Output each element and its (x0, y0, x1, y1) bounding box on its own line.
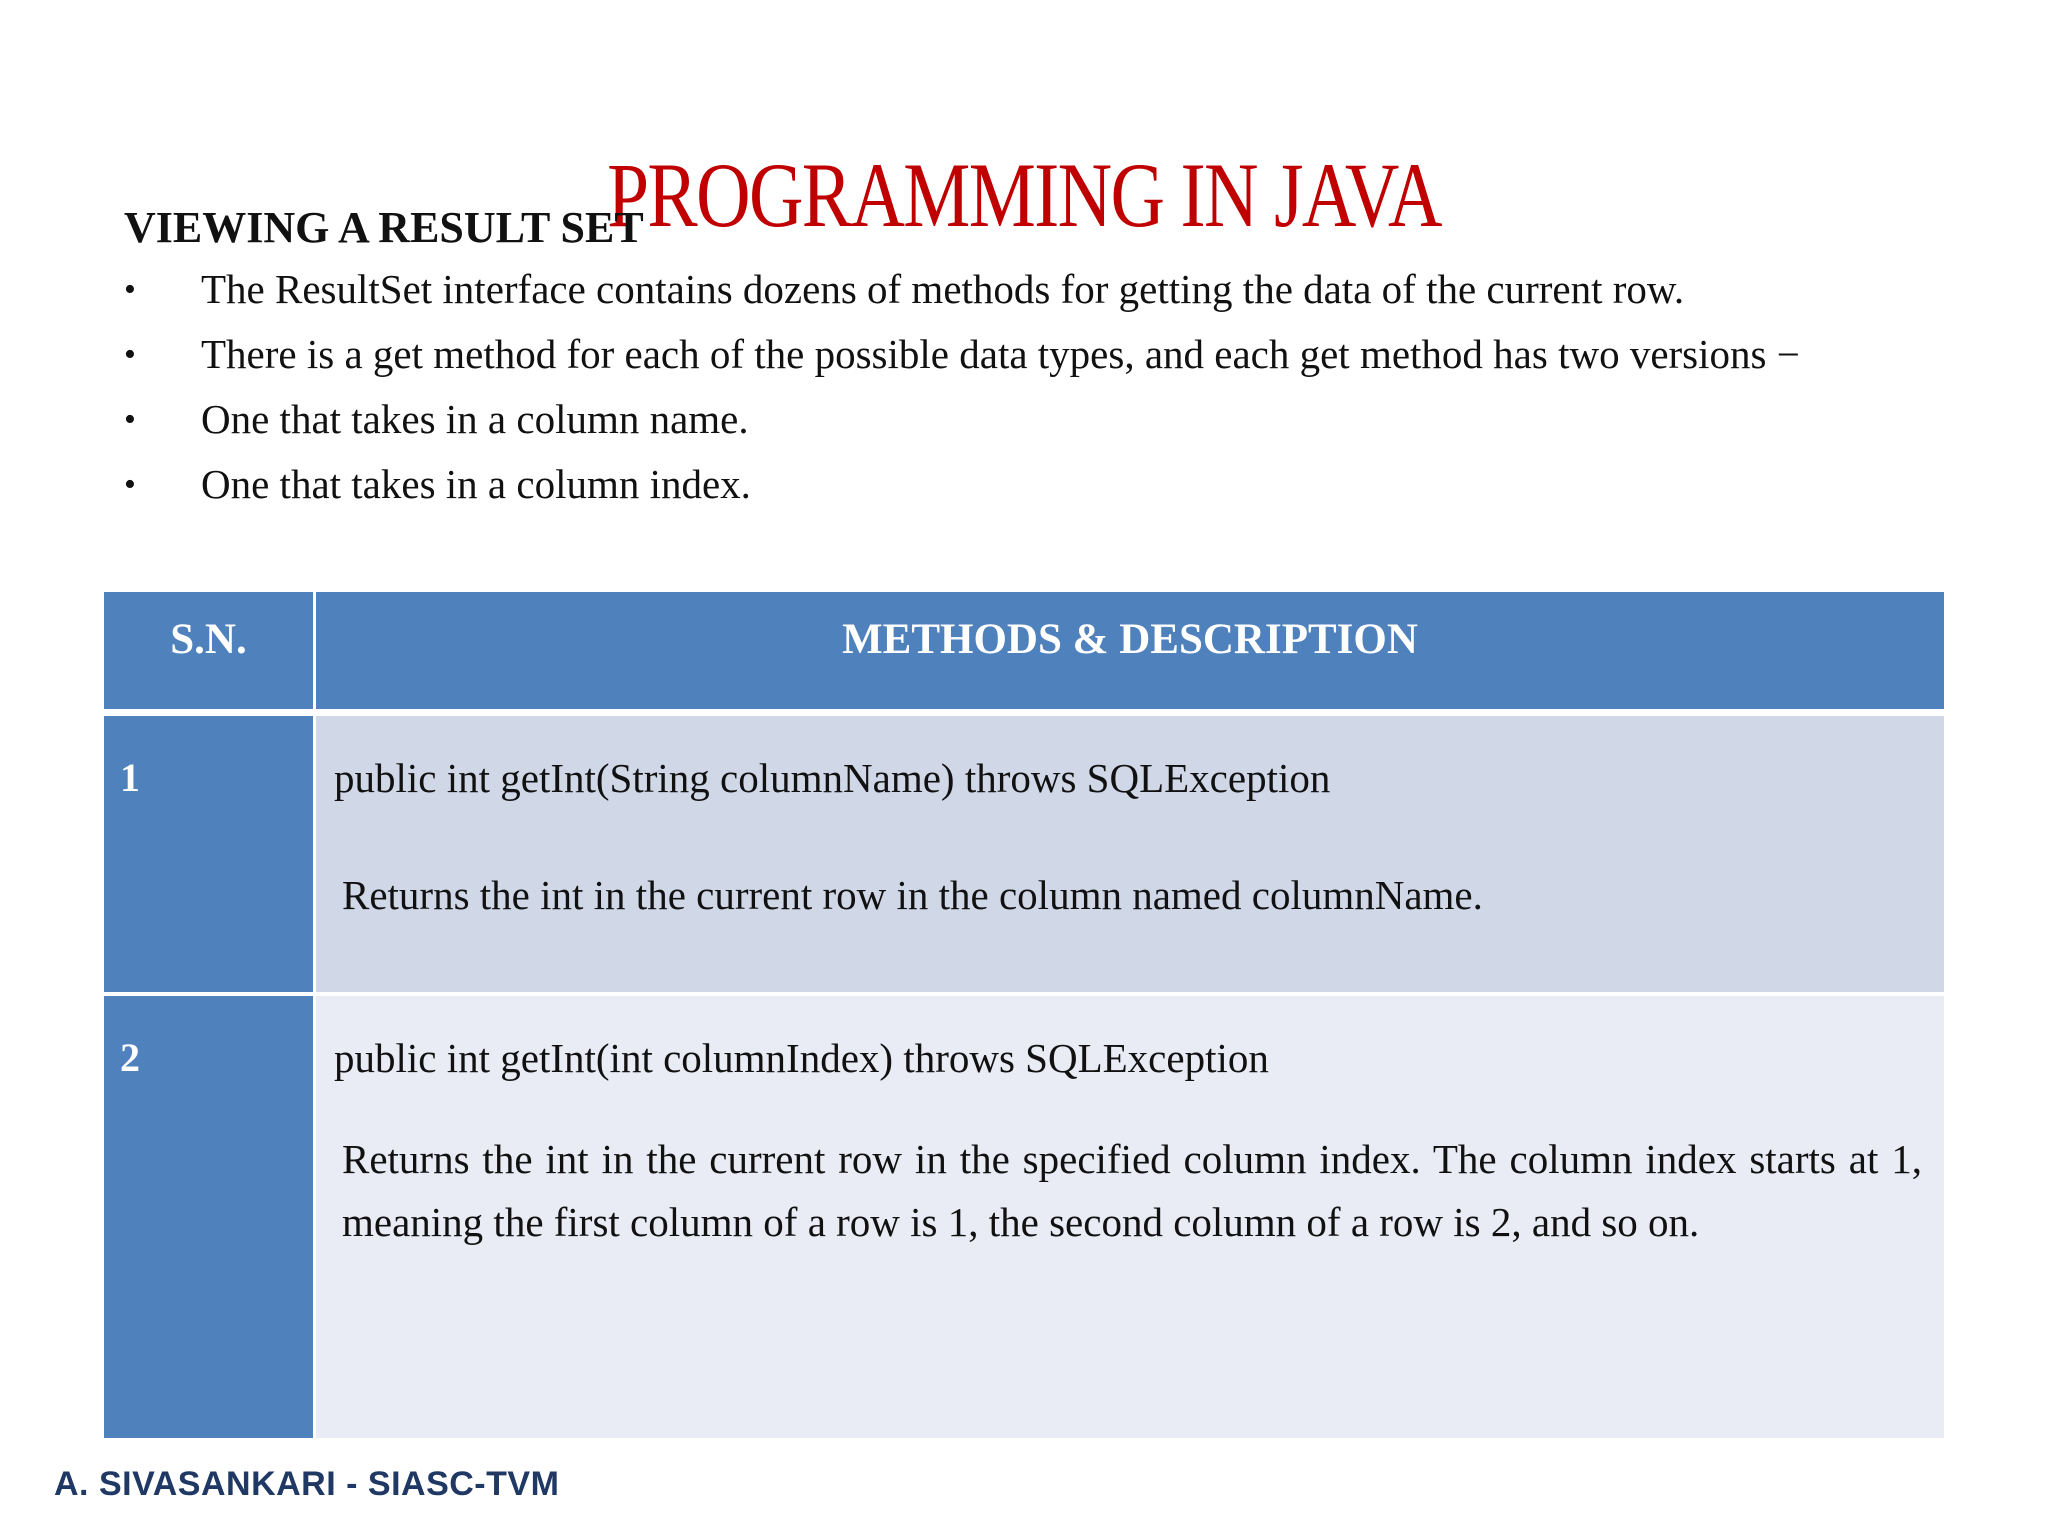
method-cell (316, 996, 1944, 1438)
bullet-list (124, 262, 1924, 522)
bullet-dot-icon: • (124, 271, 136, 308)
method-description: Returns the int in the current row in the specified column index. The column index starts at 1, meaning the first column of a row is 1, the second column of a row is 2, and so on. (342, 1136, 1922, 1245)
sn-cell (104, 996, 313, 1438)
header-methods-cell (316, 592, 1944, 709)
bullet-item (124, 262, 1924, 317)
header-methods-label: METHODS & DESCRIPTION (842, 616, 1418, 663)
table-header-row (104, 592, 1944, 709)
bullet-dot-icon: • (124, 466, 136, 503)
footer-author: A. SIVASANKARI - SIASC-TVM (54, 1465, 560, 1503)
bullet-item (124, 327, 1924, 382)
method-signature: public int getInt(int columnIndex) throws SQLException (334, 1035, 1269, 1081)
bullet-dot-icon: • (124, 401, 136, 438)
bullet-text: One that takes in a column index. (201, 461, 751, 507)
header-sn-label: S.N. (170, 616, 247, 663)
table-row (104, 996, 1944, 1438)
bullet-item (124, 392, 1924, 447)
methods-table (104, 592, 1944, 1438)
bullet-dot-icon: • (124, 336, 136, 373)
header-sn-cell (104, 592, 313, 709)
method-signature: public int getInt(String columnName) throws SQLException (334, 755, 1331, 801)
slide-title: PROGRAMMING IN JAVA (607, 144, 1441, 246)
table-row (104, 716, 1944, 992)
bullet-text: There is a get method for each of the possible data types, and each get method has two versions − (201, 331, 1800, 377)
row-number: 1 (120, 755, 140, 800)
section-heading: VIEWING A RESULT SET (124, 203, 644, 252)
row-number: 2 (120, 1035, 140, 1080)
sn-cell (104, 716, 313, 992)
method-description: Returns the int in the current row in the column named columnName. (342, 872, 1483, 918)
bullet-text: The ResultSet interface contains dozens of methods for getting the data of the current row. (201, 266, 1685, 312)
method-cell (316, 716, 1944, 992)
bullet-text: One that takes in a column name. (201, 396, 749, 442)
bullet-item (124, 457, 1924, 512)
